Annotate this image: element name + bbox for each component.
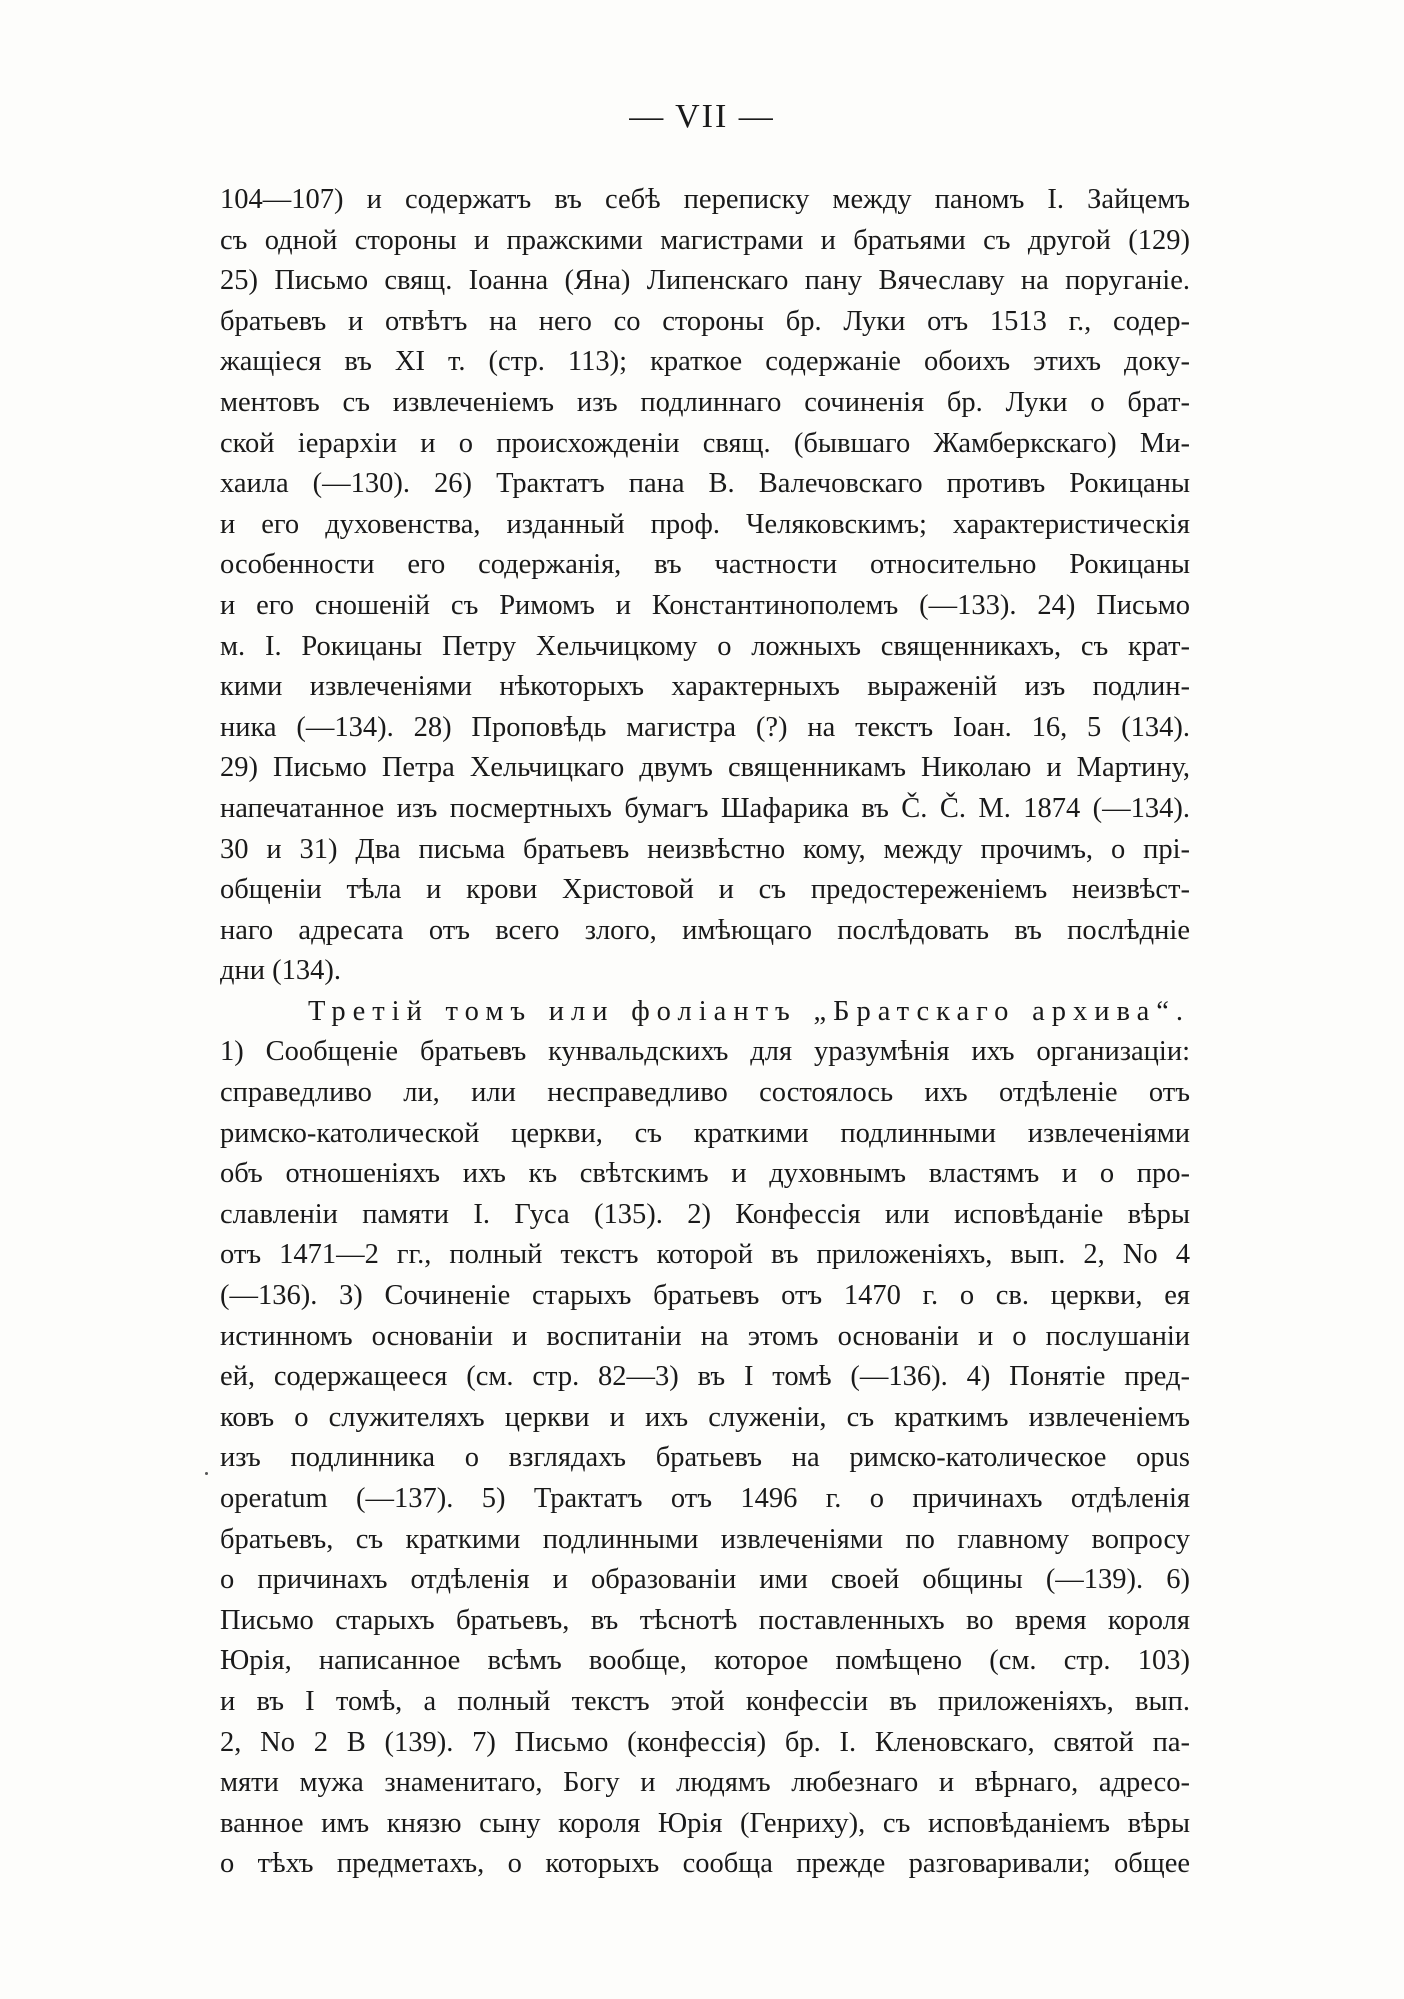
- section-heading-line: Третій томъ или фоліантъ „Братскаго архива“.: [308, 995, 1190, 1027]
- text-line: (—136). 3) Сочиненіе старыхъ братьевъ отъ 1470 г. о св. церкви, ея: [220, 1280, 1190, 1312]
- text-line: изъ подлинника о взглядахъ братьевъ на римско-католическое opus: [220, 1442, 1190, 1474]
- text-line: хаила (—130). 26) Трактатъ пана В. Валечовскаго противъ Рокицаны: [220, 468, 1190, 500]
- text-line: operatum (—137). 5) Трактатъ отъ 1496 г. о причинахъ отдѣленія: [220, 1483, 1190, 1514]
- text-line: 29) Письмо Петра Хельчицкаго двумъ священникамъ Николаю и Мартину,: [220, 752, 1190, 784]
- text-line: наго адресата отъ всего злого, имѣющаго послѣдовать въ послѣдніе: [220, 914, 1190, 946]
- text-line: братьевъ и отвѣтъ на него со стороны бр. Луки отъ 1513 г., содер-: [220, 305, 1190, 337]
- text-line: ментовъ съ извлеченіемъ изъ подлиннаго сочиненія бр. Луки о брат-: [220, 386, 1190, 418]
- text-line: отъ 1471—2 гг., полный текстъ которой въ приложеніяхъ, вып. 2, No 4: [220, 1239, 1190, 1271]
- text-line: славленіи памяти I. Гуса (135). 2) Конфессія или исповѣданіе вѣры: [220, 1198, 1190, 1230]
- scan-speck: [205, 1472, 208, 1475]
- text-line: справедливо ли, или несправедливо состоялось ихъ отдѣленіе отъ: [220, 1077, 1190, 1109]
- text-line: ванное имъ князю сыну короля Юрія (Генриху), съ исповѣданіемъ вѣры: [220, 1807, 1190, 1839]
- text-line: 30 и 31) Два письма братьевъ неизвѣстно кому, между прочимъ, о прі-: [220, 833, 1190, 865]
- text-line: римско-католической церкви, съ краткими подлинными извлеченіями: [220, 1117, 1190, 1149]
- text-line: ковъ о служителяхъ церкви и ихъ служеніи, съ краткимъ извлеченіемъ: [220, 1401, 1190, 1433]
- text-line: и въ I томѣ, а полный текстъ этой конфессіи въ приложеніяхъ, вып.: [220, 1685, 1190, 1717]
- text-line: кими извлеченіями нѣкоторыхъ характерныхъ выраженій изъ подлин-: [220, 671, 1190, 703]
- text-line: о тѣхъ предметахъ, о которыхъ сообща прежде разговаривали; общее: [220, 1848, 1190, 1880]
- page-number: — VII —: [629, 98, 775, 135]
- text-line: Письмо старыхъ братьевъ, въ тѣснотѣ поставленныхъ во время короля: [220, 1604, 1190, 1636]
- text-line: дни (134).: [220, 955, 341, 987]
- text-line: съ одной стороны и пражскими магистрами и братьями съ другой (129): [220, 224, 1190, 256]
- text-line: и его сношеній съ Римомъ и Константинополемъ (—133). 24) Письмо: [220, 589, 1190, 621]
- text-line: объ отношеніяхъ ихъ къ свѣтскимъ и духовнымъ властямъ и о про-: [220, 1158, 1190, 1190]
- text-line: ской іерархіи и о происхожденіи свящ. (бывшаго Жамберкскаго) Ми-: [220, 427, 1190, 459]
- text-line: 25) Письмо свящ. Іоанна (Яна) Липенскаго пану Вячеславу на поруганіе.: [220, 265, 1190, 297]
- body-text: [220, 180, 1190, 1885]
- text-line: 2, No 2 B (139). 7) Письмо (конфессія) бр. I. Кленовскаго, святой па-: [220, 1726, 1190, 1758]
- text-line: братьевъ, съ краткими подлинными извлеченіями по главному вопросу: [220, 1523, 1190, 1555]
- text-line: напечатанное изъ посмертныхъ бумагъ Шафарика въ Č. Č. M. 1874 (—134).: [220, 792, 1190, 824]
- text-line: Юрія, написанное всѣмъ вообще, которое помѣщено (см. стр. 103): [220, 1645, 1190, 1677]
- text-line: общеніи тѣла и крови Христовой и съ предостереженіемъ неизвѣст-: [220, 874, 1190, 906]
- text-line: особенности его содержанія, въ частности относительно Рокицаны: [220, 549, 1190, 581]
- text-line: жащіеся въ XI т. (стр. 113); краткое содержаніе обоихъ этихъ доку-: [220, 346, 1190, 378]
- text-line: истинномъ основаніи и воспитаніи на этомъ основаніи и о послушаніи: [220, 1320, 1190, 1352]
- text-line: и его духовенства, изданный проф. Челяковскимъ; характеристическія: [220, 508, 1190, 540]
- text-line: о причинахъ отдѣленія и образованіи ими своей общины (—139). 6): [220, 1564, 1190, 1596]
- text-line: м. I. Рокицаны Петру Хельчицкому о ложныхъ священникахъ, съ крат-: [220, 630, 1190, 662]
- text-line: ника (—134). 28) Проповѣдь магистра (?) на текстъ Іоан. 16, 5 (134).: [220, 711, 1190, 743]
- text-line: 1) Сообщеніе братьевъ кунвальдскихъ для уразумѣнія ихъ организаціи:: [220, 1036, 1190, 1068]
- text-line: 104—107) и содержатъ въ себѣ переписку между паномъ I. Зайцемъ: [220, 184, 1190, 215]
- text-line: ей, содержащееся (см. стр. 82—3) въ I томѣ (—136). 4) Понятіе пред-: [220, 1361, 1190, 1393]
- text-line: мяти мужа знаменитаго, Богу и людямъ любезнаго и вѣрнаго, адресо-: [220, 1767, 1190, 1799]
